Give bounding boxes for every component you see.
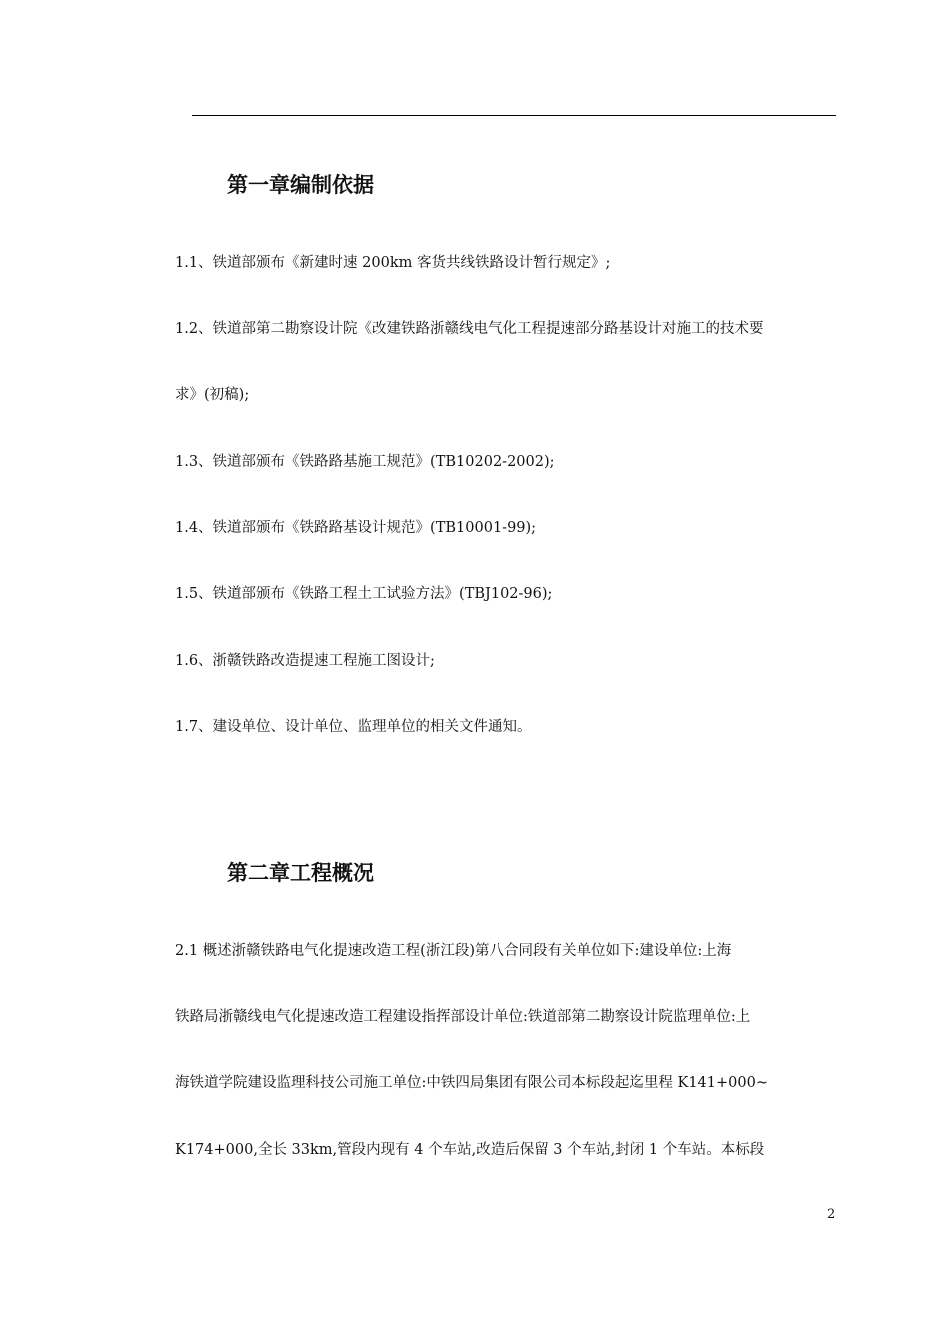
page-number: 2 [827, 1207, 836, 1222]
chapter-2-heading: 第二章工程概况 [227, 861, 374, 885]
overview-line-2: 铁路局浙赣线电气化提速改造工程建设指挥部设计单位:铁道部第二勘察设计院监理单位:上 [175, 1009, 751, 1025]
overview-line-1: 2.1 概述浙赣铁路电气化提速改造工程(浙江段)第八合同段有关单位如下:建设单位:上海 [175, 943, 732, 959]
overview-line-4: K174+000,全长 33km,管段内现有 4 个车站,改造后保留 3 个车站,封闭 1 个车站。本标段 [175, 1142, 765, 1158]
basis-item-1-5: 1.5、铁道部颁布《铁路工程土工试验方法》(TBJ102-96); [175, 586, 553, 602]
header-rule [192, 115, 836, 116]
basis-item-1-3: 1.3、铁道部颁布《铁路路基施工规范》(TB10202-2002); [175, 454, 555, 470]
basis-item-1-1: 1.1、铁道部颁布《新建时速 200km 客货共线铁路设计暂行规定》; [175, 255, 611, 271]
basis-item-1-2: 1.2、铁道部第二勘察设计院《改建铁路浙赣线电气化工程提速部分路基设计对施工的技术要 [175, 321, 764, 337]
basis-item-1-2-continued: 求》(初稿); [175, 387, 250, 403]
basis-item-1-7: 1.7、建设单位、设计单位、监理单位的相关文件通知。 [175, 719, 532, 735]
chapter-1-heading: 第一章编制依据 [227, 173, 374, 197]
basis-item-1-4: 1.4、铁道部颁布《铁路路基设计规范》(TB10001-99); [175, 520, 537, 536]
basis-item-1-6: 1.6、浙赣铁路改造提速工程施工图设计; [175, 653, 435, 669]
overview-line-3: 海铁道学院建设监理科技公司施工单位:中铁四局集团有限公司本标段起迄里程 K141+000~ [175, 1075, 768, 1091]
